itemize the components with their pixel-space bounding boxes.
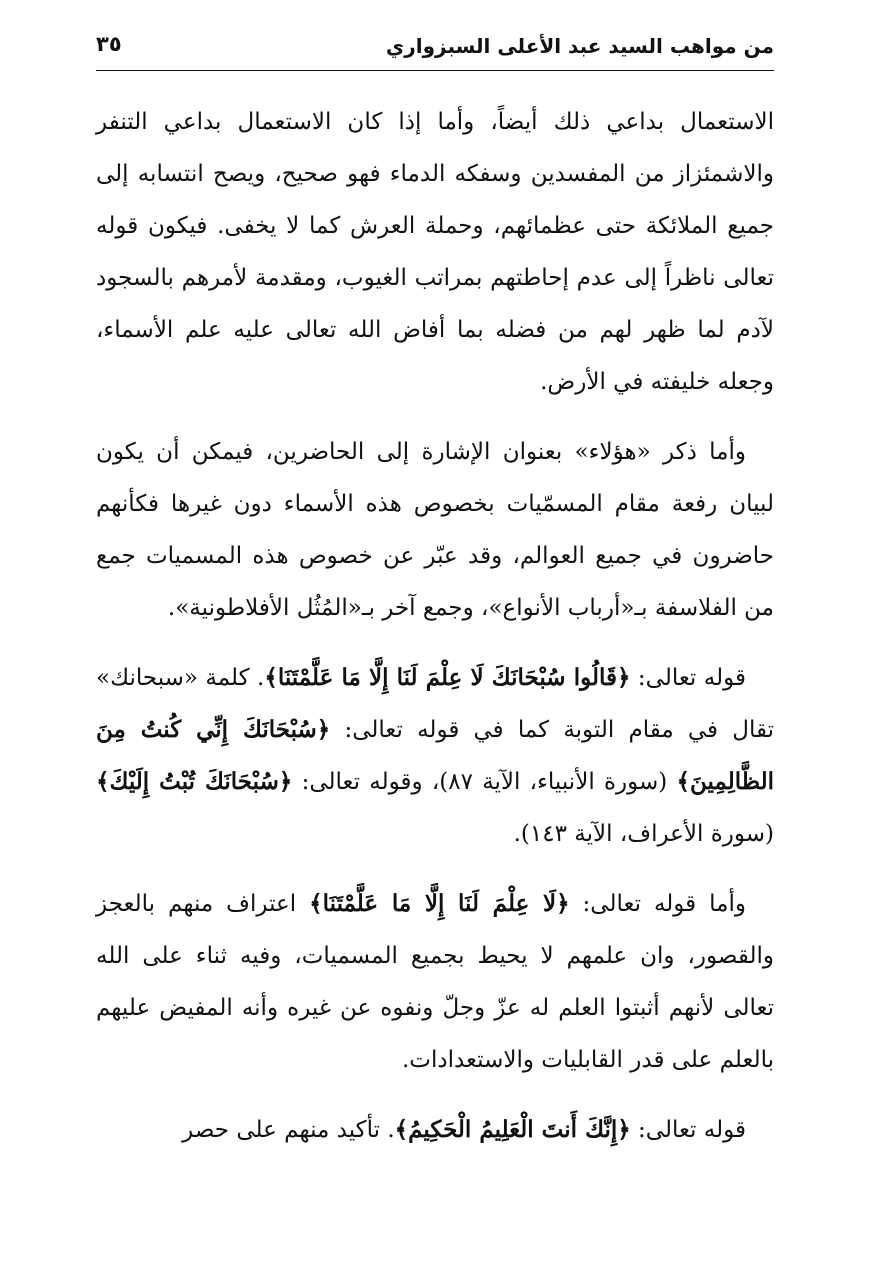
paragraph-text: اعتراف منهم بالعجز والقصور، وان علمهم لا يحيط بجميع المسميات، وفيه ثناء على الله تعالى لأنهم أثبتوا العلم له عزّ وجلّ ونفوه عن غيره وأنه المفيض عليهم بالعلم على قدر القابليات والاستعدادات.	[96, 891, 774, 1073]
paragraph-text: . كلمة «سبحانك» تقال في مقام التوبة كما في قوله تعالى:	[96, 665, 774, 743]
paragraph	[96, 1104, 774, 1156]
quran-verse: ﴿سُبْحَانَكَ إِنِّي كُنتُ مِنَ الظَّالِمِينَ﴾	[96, 716, 775, 795]
paragraph-text: وأما قوله تعالى:	[569, 891, 746, 917]
running-title: من مواهب السيد عبد الأعلى السبزواري	[385, 34, 774, 58]
quran-verse: ﴿إِنَّكَ أَنتَ الْعَلِيمُ الْحَكِيمُ﴾	[394, 1116, 631, 1143]
paragraph	[96, 426, 774, 634]
quran-verse: ﴿لَا عِلْمَ لَنَا إِلَّا مَا عَلَّمْتَنَا﴾	[309, 890, 570, 917]
paragraph-text: (سورة الأعراف، الآية ١٤٣).	[513, 821, 774, 847]
paragraph-text: الاستعمال بداعي ذلك أيضاً، وأما إذا كان الاستعمال بداعي التنفر والاشمئزاز من المفسدين وسفكه الدماء فهو صحيح، ويصح انتسابه إلى جميع الملائكة حتى عظمائهم، وحملة العرش كما لا يخفى. فيكون قوله تعالى ناظراً إلى عدم إحاطتهم بمراتب الغيوب، ومقدمة لأمرهم بالسجود لآدم لما ظهر لهم من فضله بما أفاض الله تعالى عليه علم الأسماء، وجعله خليفته في الأرض.	[96, 109, 775, 395]
page-number: ٣٥	[96, 32, 122, 56]
page-header	[96, 30, 774, 71]
paragraph-text: (سورة الأنبياء، الآية ٨٧)، وقوله تعالى:	[292, 769, 677, 795]
quran-verse: ﴿سُبْحَانَكَ تُبْتُ إِلَيْكَ﴾	[96, 768, 293, 795]
paragraph	[96, 96, 774, 408]
paragraph-text: . تأكيد منهم على حصر	[182, 1117, 395, 1143]
paragraph	[96, 652, 774, 860]
paragraph-text: قوله تعالى:	[630, 1117, 746, 1143]
paragraph-text: وأما ذكر «هؤلاء» بعنوان الإشارة إلى الحاضرين، فيمكن أن يكون لبيان رفعة مقام المسمّيات بخصوص هذه الأسماء دون غيرها فكأنهم حاضرون في جميع العوالم، وقد عبّر عن خصوص هذه المسميات جمع من الفلاسفة بـ«أرباب الأنواع»، وجمع آخر بـ«المُثُل الأفلاطونية».	[96, 439, 774, 621]
paragraph-text: قوله تعالى:	[630, 665, 746, 691]
body-text	[96, 96, 774, 1174]
paragraph	[96, 878, 774, 1086]
quran-verse: ﴿قَالُوا سُبْحَانَكَ لَا عِلْمَ لَنَا إِلَّا مَا عَلَّمْتَنَا﴾	[264, 664, 631, 691]
